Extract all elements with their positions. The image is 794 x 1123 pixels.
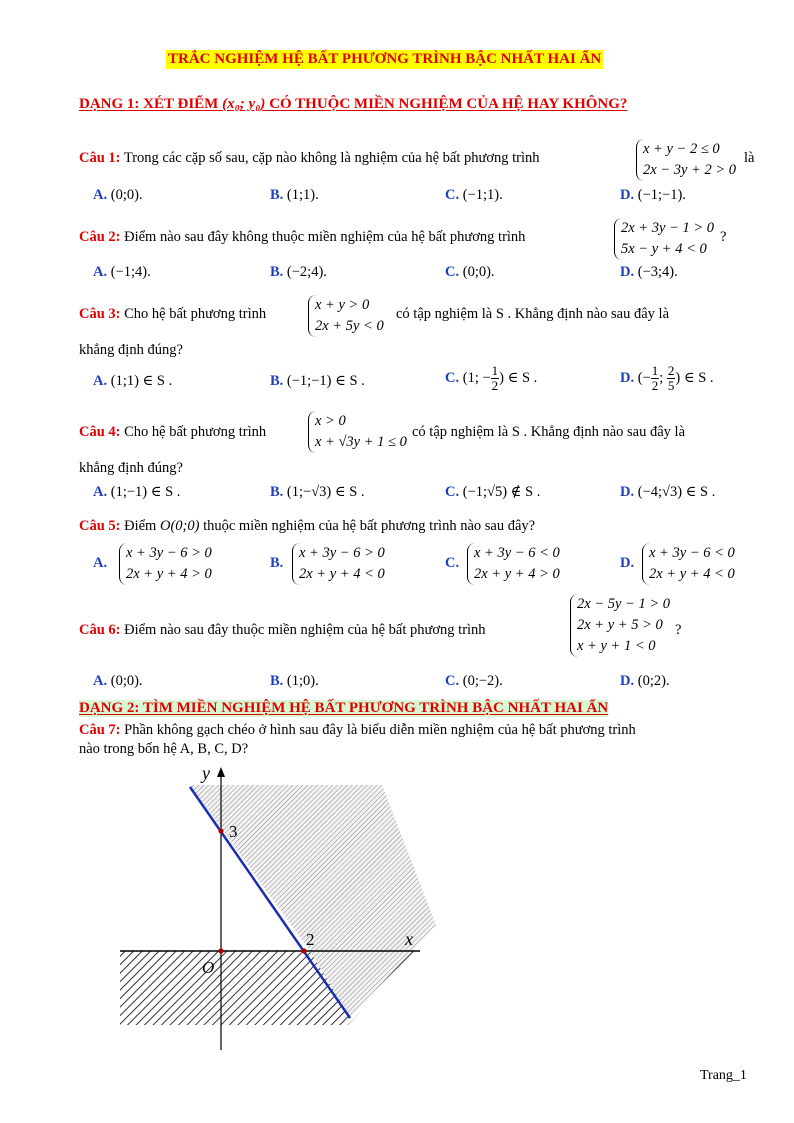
- option-a[interactable]: A. (−1;4).: [93, 264, 151, 280]
- option-b[interactable]: B. (1;0).: [270, 673, 319, 689]
- question-3: Câu 3: Cho hệ bất phương trình: [79, 306, 267, 322]
- option-b[interactable]: B. (1;−√3) ∈ S .: [270, 484, 365, 500]
- question-4: Câu 4: Cho hệ bất phương trình: [79, 424, 267, 440]
- option-d[interactable]: D. (−4;√3) ∈ S .: [620, 484, 716, 500]
- section-heading-2: DẠNG 2: TÌM MIỀN NGHIỆM HỆ BẤT PHƯƠNG TRÌNH BẬC NHẤT HAI ẨN: [79, 700, 609, 716]
- page-title: TRẮC NGHIỆM HỆ BẤT PHƯƠNG TRÌNH BẬC NHẤT HAI ẨN: [168, 51, 602, 67]
- question-7-text2: nào trong bốn hệ A, B, C, D?: [79, 741, 249, 757]
- question-label: Câu 3:: [79, 306, 121, 322]
- question-label: Câu 2:: [79, 229, 121, 245]
- option-a[interactable]: A. (1;1) ∈ S .: [93, 373, 173, 389]
- origin-label: O: [202, 958, 215, 977]
- question-1-tail: là: [744, 150, 755, 166]
- fraction: $\frac{1}{2}$: [651, 363, 659, 393]
- y-axis-label: y: [202, 763, 210, 783]
- question-label: Câu 7:: [79, 722, 121, 738]
- question-2: Câu 2: Điểm nào sau đây không thuộc miền nghiệm của hệ bất phương trình: [79, 229, 526, 245]
- point-notation: (x₀; y₀): [222, 96, 266, 112]
- question-3-text3: khẳng định đúng?: [79, 342, 183, 358]
- question-1-system: x + y − 2 ≤ 0 2x − 3y + 2 > 0: [636, 139, 736, 181]
- solution-region-graph: [100, 755, 450, 1055]
- option-c[interactable]: C. (0;−2).: [445, 673, 503, 689]
- option-d[interactable]: D. (−3;4).: [620, 264, 678, 280]
- option-c[interactable]: C. (1; − $\frac{1}{2}$ ) ∈ S .: [445, 363, 538, 393]
- question-3-text2: có tập nghiệm là S . Khẳng định nào sau đây là: [396, 306, 670, 322]
- option-d[interactable]: D. (−1;−1).: [620, 187, 686, 203]
- question-4-system: x > 0 x + √3y + 1 ≤ 0: [308, 411, 407, 453]
- option-c-system: x + 3y − 6 < 0 2x + y + 4 > 0: [467, 543, 560, 585]
- point-origin: [218, 948, 223, 953]
- option-d-system: x + 3y − 6 < 0 2x + y + 4 < 0: [642, 543, 735, 585]
- option-a[interactable]: A. (0;0).: [93, 187, 143, 203]
- question-label: Câu 5:: [79, 518, 121, 534]
- y-tick-label: 3: [229, 822, 238, 841]
- question-6-system: 2x − 5y − 1 > 0 2x + y + 5 > 0 x + y + 1 < 0: [570, 594, 670, 657]
- question-6-tail: ?: [675, 622, 682, 638]
- hatched-region-right: [190, 785, 436, 951]
- option-c[interactable]: C. (−1;1).: [445, 187, 503, 203]
- question-2-system: 2x + 3y − 1 > 0 5x − y + 4 < 0: [614, 218, 714, 260]
- question-label: Câu 1:: [79, 150, 121, 166]
- option-b[interactable]: B. (−2;4).: [270, 264, 327, 280]
- section-heading-1: DẠNG 1: XÉT ĐIỂM (x₀; y₀) CÓ THUỘC MIỀN NGHIỆM CỦA HỆ HAY KHÔNG?: [79, 96, 628, 112]
- option-a[interactable]: A. (1;−1) ∈ S .: [93, 484, 181, 500]
- question-6: Câu 6: Điểm nào sau đây thuộc miền nghiệm của hệ bất phương trình: [79, 622, 486, 638]
- question-label: Câu 4:: [79, 424, 121, 440]
- point-o: O(0;0): [159, 518, 200, 534]
- question-5: Câu 5: Điểm O(0;0) thuộc miền nghiệm của hệ bất phương trình nào sau đây?: [79, 518, 536, 534]
- option-d[interactable]: D. (− $\frac{1}{2}$ ; $\frac{2}{5}$ ) ∈ S .: [620, 363, 714, 393]
- option-c[interactable]: C. (−1;√5) ∉ S .: [445, 484, 541, 500]
- fraction: $\frac{2}{5}$: [667, 363, 675, 393]
- page-footer: Trang_1: [700, 1068, 747, 1083]
- option-b[interactable]: B. (1;1).: [270, 187, 319, 203]
- question-7: Câu 7: Phần không gạch chéo ở hình sau đây là biểu diễn miền nghiệm của hệ bất phương trình: [79, 722, 636, 738]
- question-1: Câu 1: Trong các cặp số sau, cặp nào không là nghiệm của hệ bất phương trình: [79, 150, 540, 166]
- option-d[interactable]: D. (0;2).: [620, 673, 670, 689]
- question-3-system: x + y > 0 2x + 5y < 0: [308, 295, 384, 337]
- fraction: $\frac{1}{2}$: [491, 363, 499, 393]
- y-axis-arrow: [217, 767, 225, 777]
- x-tick-label: 2: [306, 930, 315, 949]
- question-label: Câu 6:: [79, 622, 121, 638]
- option-c[interactable]: C. (0;0).: [445, 264, 495, 280]
- question-4-text2: có tập nghiệm là S . Khẳng định nào sau đây là: [412, 424, 686, 440]
- question-2-tail: ?: [720, 229, 727, 245]
- option-a-system: x + 3y − 6 > 0 2x + y + 4 > 0: [119, 543, 212, 585]
- option-b[interactable]: B. (−1;−1) ∈ S .: [270, 373, 365, 389]
- point-x2: [301, 948, 306, 953]
- x-axis-label: x: [405, 929, 413, 949]
- option-a[interactable]: A. (0;0).: [93, 673, 143, 689]
- point-y3: [218, 828, 223, 833]
- option-b-system: x + 3y − 6 > 0 2x + y + 4 < 0: [292, 543, 385, 585]
- question-4-text3: khẳng định đúng?: [79, 460, 183, 476]
